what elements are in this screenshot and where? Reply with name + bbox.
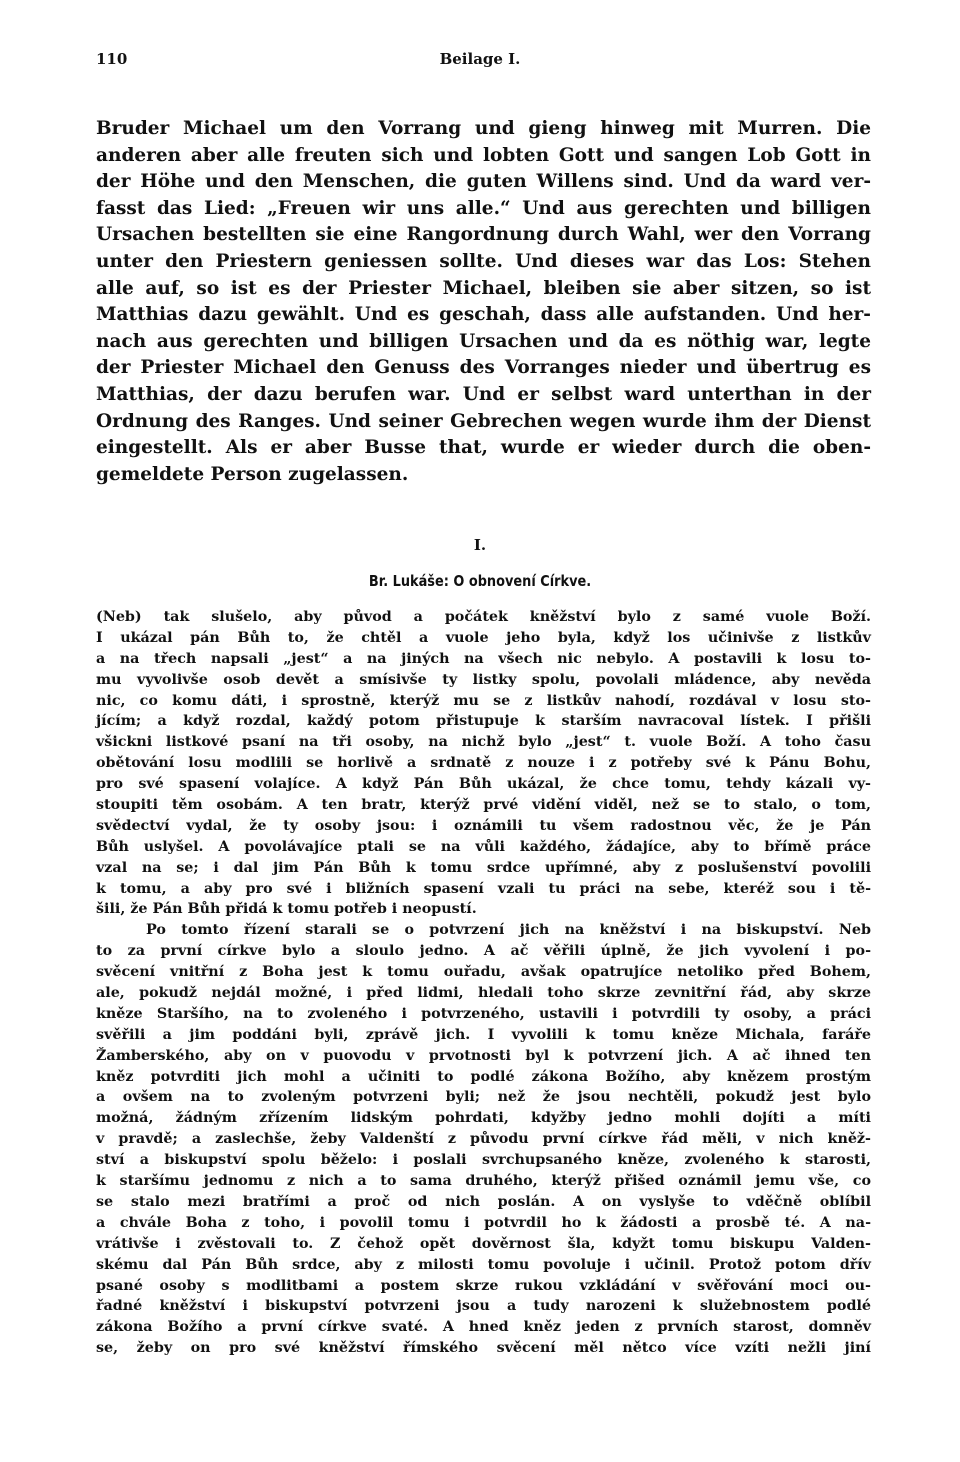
text-line: svěřili a jim poddáni byli, zprávě jich. I vyvolili k tomu kněze Michala, faráře <box>96 1026 871 1043</box>
text-line: Ordnung des Ranges. Und seiner Gebrechen wegen wurde ihm der Dienst <box>96 410 871 432</box>
text-line: všickni listkové psaní na tři osoby, na nichž bylo „jest“ t. vuole Boží. A toho času <box>96 734 871 751</box>
text-line: (Neb) tak slušelo, aby původ a počátek kněžství bylo z samé vuole Boží. <box>96 609 871 625</box>
text-line: zákona Božího a první církve svaté. A hned kněz jeden z prvních starost, domněv <box>96 1319 871 1336</box>
text-line: Bůh uslyšel. A povolávajíce ptali se na vůli každého, žádajíce, aby to břímě práce <box>96 838 871 855</box>
text-line: a chvále Boha z toho, i povolil tomu i potvrdil ho k žádosti a prosbě té. A na- <box>96 1214 871 1231</box>
page-number: 110 <box>96 50 128 68</box>
german-paragraph <box>96 116 871 488</box>
text-line: gemeldete Person zugelassen. <box>96 463 409 485</box>
text-line: unter den Priestern geniessen sollte. Und dieses war das Los: Stehen <box>96 250 871 272</box>
text-line: skému dal Pán Bůh srdce, aby z milosti tomu povoluje i učinil. Protož potom dřív <box>96 1256 871 1273</box>
text-line: vzal na se; i dal jim Pán Bůh k tomu srdce upřímné, aby z poslušenství povolili <box>96 859 871 876</box>
text-line: I ukázal pán Bůh to, že chtěl a vuole jeho byla, když los učinivše z listkův <box>96 629 871 646</box>
text-line: fasst das Lied: „Freuen wir uns alle.“ Und aus gerechten und billigen <box>96 197 871 219</box>
text-line: Matthias, der dazu berufen war. Und er selbst ward unterthan in der <box>96 383 871 405</box>
text-line: se, žeby on pro své kněžství římského svěcení měl nětco více vzíti nežli jiní <box>96 1340 871 1357</box>
running-head: Beilage I. <box>439 50 521 68</box>
text-line: k tomu, a aby pro své i bližních spasení vzali tu práci na sebe, kteréž sou i tě- <box>96 880 871 897</box>
text-line: nic, co komu dáti, i sprostně, kterýž mu se z listkův nahodí, rozdával v losu sto- <box>96 692 871 709</box>
text-line: stoupiti těm osobám. A ten bratr, kterýž prvé vidění viděl, než se to stalo, o tom, <box>96 797 871 814</box>
text-line: Po tomto řízení starali se o potvrzení jich na kněžství i na biskupství. Neb <box>146 922 871 939</box>
text-line: pro své spasení volajíce. A když Pán Bůh ukázal, že chce tomu, tehdy kázali vy- <box>96 776 871 793</box>
text-line: jícím; a když rozdal, každý potom přistupuje k starším navracoval lístek. I přišli <box>96 713 871 730</box>
text-line: ale, pokudž nejdál možné, i před lidmi, hledali toho skrze zevnitřní řád, aby skrze <box>96 985 871 1002</box>
text-line: eingestellt. Als er aber Busse that, wurde er wieder durch die oben- <box>96 437 871 459</box>
section-title: Br. Lukáše: O obnovení Církve. <box>368 572 592 590</box>
text-line: ství a biskupství spolu běželo: i poslali svrchupsaného kněze, zvoleného k starosti, <box>96 1152 871 1169</box>
text-line: vrátivše i zvěstovali to. Z čehož opět dověrnost šla, kdyžt tomu biskupu Valden- <box>96 1235 871 1252</box>
text-line: Žamberského, aby on v puovodu v prvotnosti byl k potvrzení jich. A ač ihned ten <box>96 1047 871 1064</box>
text-line: se stalo mezi bratřími a proč od nich poslán. A on vyslyše to vděčně oblíbil <box>96 1193 871 1210</box>
text-line: k staršímu jednomu z nich a to sama druhého, kterýž přišed oznámil jemu vše, co <box>96 1173 871 1190</box>
text-line: to za první církve bylo a sloulo jedno. A ač věřili úplně, že jich vyvolení i po- <box>96 943 871 960</box>
text-line: anderen aber alle freuten sich und lobten Gott und sangen Lob Gott in <box>96 144 871 166</box>
text-line: kněz potvrditi jich mohl a učiniti to podlé zákona Božího, aby knězem prostým <box>96 1068 871 1085</box>
text-line: svěcení vnitřní z Boha jest k tomu ouřadu, avšak opatrujíce netoliko před Bohem, <box>96 964 871 981</box>
text-line: Matthias dazu gewählt. Und es geschah, dass alle aufstanden. Und her- <box>96 304 871 326</box>
page-header <box>96 50 864 74</box>
text-line: der Höhe und den Menschen, die guten Willens sind. Und da ward ver- <box>96 171 871 193</box>
text-line: der Priester Michael den Genuss des Vorranges nieder und übertrug es <box>96 357 871 379</box>
text-line: šili, že Pán Bůh přidá k tomu potřeb i neopustí. <box>96 901 477 918</box>
text-line: Ursachen bestellten sie eine Rangordnung durch Wahl, wer den Vorrang <box>96 224 871 246</box>
text-line: nach aus gerechten und billigen Ursachen und da es nöthig war, legte <box>96 330 871 352</box>
text-line: psané osoby s modlitbami a postem skrze rukou vzkládání v svěřování moci ou- <box>96 1277 871 1294</box>
text-line: kněze Staršího, na to zvoleného i potvrzeného, ustavili i potvrdili ty osoby, a práci <box>96 1005 871 1022</box>
text-line: a ovšem na to zvoleným potvrzeni byli; než že jsou nechtěli, pokudž jest bylo <box>96 1089 871 1106</box>
text-line: mu vyvolivše osob devět a smísivše ty listky spolu, povolali mládence, aby nevěda <box>96 671 871 688</box>
text-line: Bruder Michael um den Vorrang und gieng hinweg mit Murren. Die <box>96 118 871 139</box>
section-numeral: I. <box>473 536 487 554</box>
text-line: řadné kněžství i biskupství potvrzeni jsou a tudy narozeni k služebnostem podlé <box>96 1298 871 1315</box>
text-line: v pravdě; a zaslechše, žeby Valdenští z původu první církve řád měli, v nich kněž- <box>96 1131 871 1148</box>
text-line: alle auf, so ist es der Priester Michael, bleiben sie aber sitzen, so ist <box>96 277 871 299</box>
text-line: a na třech napsali „jest“ a na jiných na všech nic nebylo. A postavili k losu to- <box>96 650 871 667</box>
text-line: obětování losu modlili se horlivě a srdnatě z nouze i z potřeby své k Pánu Bohu, <box>96 755 871 772</box>
text-line: svědectví vydal, že ty osoby jsou: i oznámili tu všem radostnou věc, že je Pán <box>96 817 871 834</box>
text-line: možná, žádným zřízením lidským pohrdati, kdyžby jedno mohli dojíti a míti <box>96 1110 871 1127</box>
czech-text <box>96 607 871 1359</box>
